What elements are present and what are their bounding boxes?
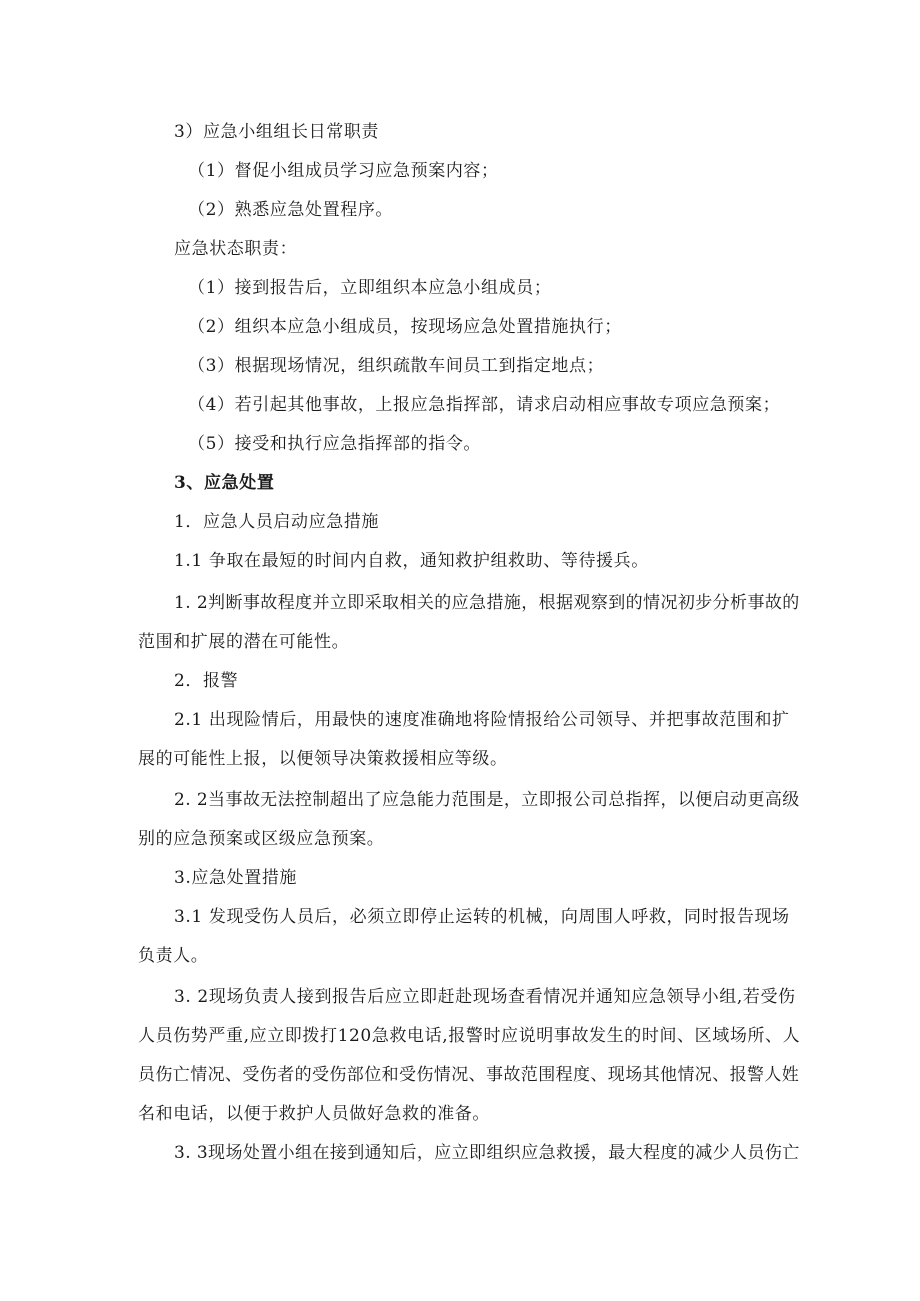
section-heading-leader-duties: 3）应急小组组长日常职责 [174,122,380,142]
paragraph-line: 1.1 争取在最短的时间内自救，通知救护组救助、等待援兵。 [174,551,649,571]
paragraph-line: 员伤亡情况、受伤者的受伤部位和受伤情况、事故范围程度、现场其他情况、报警人姓 [138,1065,800,1085]
paragraph-line: 3. 3现场处置小组在接到通知后，应立即组织应急救援，最大程度的减少人员伤亡 [174,1143,800,1163]
paragraph-line: 3.1 发现受伤人员后，必须立即停止运转的机械，向周围人呼救，同时报告现场 [174,907,790,927]
section-heading-emergency-handling: 3、应急处置 [174,473,275,493]
subsection-heading: 3.应急处置措施 [174,868,298,888]
paragraph-line: 负责人。 [138,946,209,966]
paragraph-line: 名和电话，以便于救护人员做好急救的准备。 [138,1104,490,1124]
list-item: （3）根据现场情况，组织疏散车间员工到指定地点； [188,356,605,376]
paragraph-line: 2. 2当事故无法控制超出了应急能力范围是，立即报公司总指挥，以便启动更高级 [174,790,800,810]
list-item: （1）督促小组成员学习应急预案内容； [188,161,499,181]
paragraph-line: 人员伤势严重,应立即拨打120急救电话,报警时应说明事故发生的时间、区域场所、人 [138,1026,801,1046]
list-item: （2）熟悉应急处置程序。 [188,200,394,220]
subsection-heading: 2．报警 [174,671,239,691]
paragraph-line: 展的可能性上报，以便领导决策救援相应等级。 [138,749,508,769]
paragraph-line: 2.1 出现险情后，用最快的速度准确地将险情报给公司领导、并把事故范围和扩 [174,710,790,730]
list-item: （5）接受和执行应急指挥部的指令。 [188,434,482,454]
paragraph-line: 别的应急预案或区级应急预案。 [138,829,385,849]
subsection-heading-emergency-duties: 应急状态职责： [174,239,298,259]
list-item: （1）接到报告后，立即组织本应急小组成员； [188,278,552,298]
paragraph-line: 3. 2现场负责人接到报告后应立即赶赴现场查看情况并通知应急领导小组,若受伤 [174,987,796,1007]
list-item: （2）组织本应急小组成员，按现场应急处置措施执行； [188,317,622,337]
subsection-heading: 1．应急人员启动应急措施 [174,512,380,532]
paragraph-line: 范围和扩展的潜在可能性。 [138,632,350,652]
list-item: （4）若引起其他事故，上报应急指挥部，请求启动相应事故专项应急预案； [188,395,781,415]
paragraph-line: 1. 2判断事故程度并立即采取相关的应急措施，根据观察到的情况初步分析事故的 [174,593,800,613]
